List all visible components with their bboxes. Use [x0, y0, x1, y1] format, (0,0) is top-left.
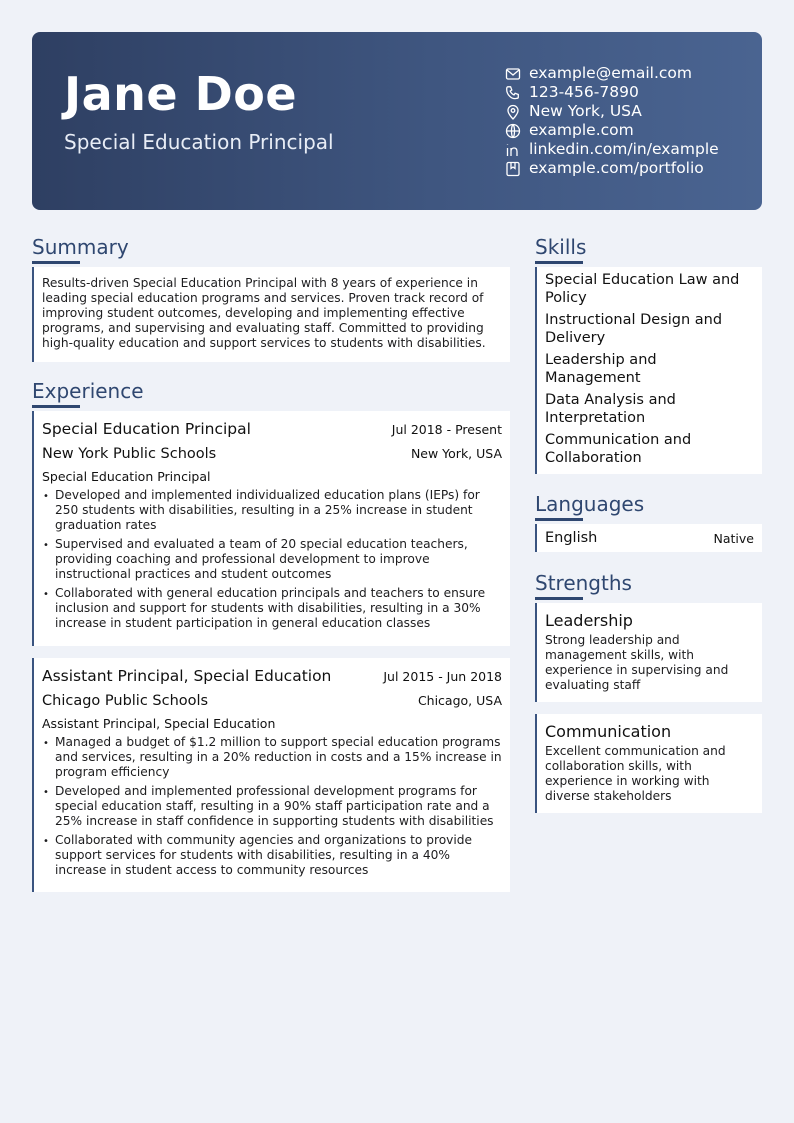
contact-text: example.com: [529, 121, 634, 139]
job-subtitle: Assistant Principal, Special Education: [42, 716, 276, 731]
language-level: Native: [713, 530, 754, 546]
contact-linkedin[interactable]: [504, 140, 754, 159]
job-company: Chicago Public Schools: [42, 693, 209, 709]
portfolio-icon: [504, 160, 522, 178]
languages-heading: Languages: [535, 492, 645, 516]
candidate-name: Jane Doe: [64, 67, 298, 121]
languages-card: [535, 524, 762, 552]
contact-text: New York, USA: [529, 102, 642, 120]
contact-location: [504, 102, 754, 121]
skills-heading-rule: [535, 261, 583, 264]
linkedin-icon: [504, 141, 522, 159]
language-item: [537, 524, 762, 552]
job-dates: Jul 2018 - Present: [391, 422, 502, 437]
skill-item: Data Analysis and Interpretation: [545, 392, 676, 426]
summary-card: [32, 267, 510, 362]
contact-email[interactable]: [504, 64, 754, 83]
languages-heading-rule: [535, 518, 583, 521]
skill-item: Special Education Law and Policy: [545, 272, 740, 306]
strengths-heading: Strengths: [535, 571, 632, 595]
candidate-title: Special Education Principal: [64, 130, 334, 154]
skills-heading: Skills: [535, 235, 587, 259]
contact-phone[interactable]: [504, 83, 754, 102]
job-location: New York, USA: [410, 446, 502, 461]
location-pin-icon: [504, 103, 522, 121]
job-title: Assistant Principal, Special Education: [42, 667, 332, 685]
contact-text: linkedin.com/in/example: [529, 140, 719, 158]
summary-heading: Summary: [32, 235, 129, 259]
contact-text: 123-456-7890: [529, 83, 639, 101]
strength-description: Excellent communication and collaboration skills, with experience in working with diverse stakeholders: [545, 744, 726, 803]
job-bullet: • Collaborated with general education principals and teachers to ensure inclusion and support for students with disabilities, resulting in a 30% increase in student participation in general education classes: [42, 586, 502, 631]
job-title: Special Education Principal: [42, 420, 251, 438]
contact-text: example.com/portfolio: [529, 159, 704, 177]
summary-heading-rule: [32, 261, 80, 264]
job-company-row: [42, 692, 502, 710]
job-bullets: [42, 488, 502, 631]
strength-item: [535, 714, 762, 813]
job-bullet: • Collaborated with community agencies and organizations to provide support services for students with disabilities, resulting in a 40% increase in student access to community resources: [42, 833, 502, 878]
job-location: Chicago, USA: [417, 693, 502, 708]
skill-item: Instructional Design and Delivery: [545, 312, 723, 346]
contact-website[interactable]: [504, 121, 754, 140]
job-bullet: • Managed a budget of $1.2 million to support special education programs and services, resulting in a 20% reduction in costs and a 15% increase in program efficiency: [42, 735, 502, 780]
experience-heading: Experience: [32, 379, 144, 403]
phone-icon: [504, 84, 522, 102]
job-bullets: [42, 735, 502, 878]
contact-list: [504, 64, 754, 178]
strength-title: Communication: [545, 722, 672, 741]
job-company: New York Public Schools: [42, 446, 217, 462]
skill-item: Leadership and Management: [545, 352, 657, 386]
job-header-row: [42, 419, 502, 439]
job-company-row: [42, 445, 502, 463]
job-subtitle: Special Education Principal: [42, 469, 211, 484]
contact-text: example@email.com: [529, 64, 692, 82]
job-bullet: • Developed and implemented individualized education plans (IEPs) for 250 students with disabilities, resulting in a 25% increase in student graduation rates: [42, 488, 502, 533]
skills-card: [535, 267, 762, 474]
language-name: English: [545, 530, 598, 546]
job-header-row: [42, 666, 502, 686]
contact-portfolio[interactable]: [504, 159, 754, 178]
strength-title: Leadership: [545, 611, 633, 630]
strength-description: Strong leadership and management skills, with experience in supervising and evaluating staff: [545, 633, 729, 692]
resume-header: [32, 32, 762, 210]
skill-item: Communication and Collaboration: [545, 432, 692, 466]
experience-heading-rule: [32, 405, 80, 408]
experience-item: [32, 658, 510, 892]
job-bullet: • Supervised and evaluated a team of 20 special education teachers, providing coaching and professional development to improve instructional practices and student outcomes: [42, 537, 502, 582]
strengths-heading-rule: [535, 597, 583, 600]
strength-item: [535, 603, 762, 702]
job-bullet: • Developed and implemented professional development programs for special education staff, resulting in a 90% staff participation rate and a 25% increase in staff confidence in supporting students with disabilities: [42, 784, 502, 829]
email-icon: [504, 65, 522, 83]
globe-icon: [504, 122, 522, 140]
job-dates: Jul 2015 - Jun 2018: [383, 669, 502, 684]
summary-text: Results-driven Special Education Principal with 8 years of experience in leading special education programs and services. Proven track record of improving student outcomes, developing and implementing effective programs, and supervising and evaluating staff. Committed to providing high-quality education and support services to students with disabilities.: [42, 276, 486, 350]
experience-item: [32, 411, 510, 646]
